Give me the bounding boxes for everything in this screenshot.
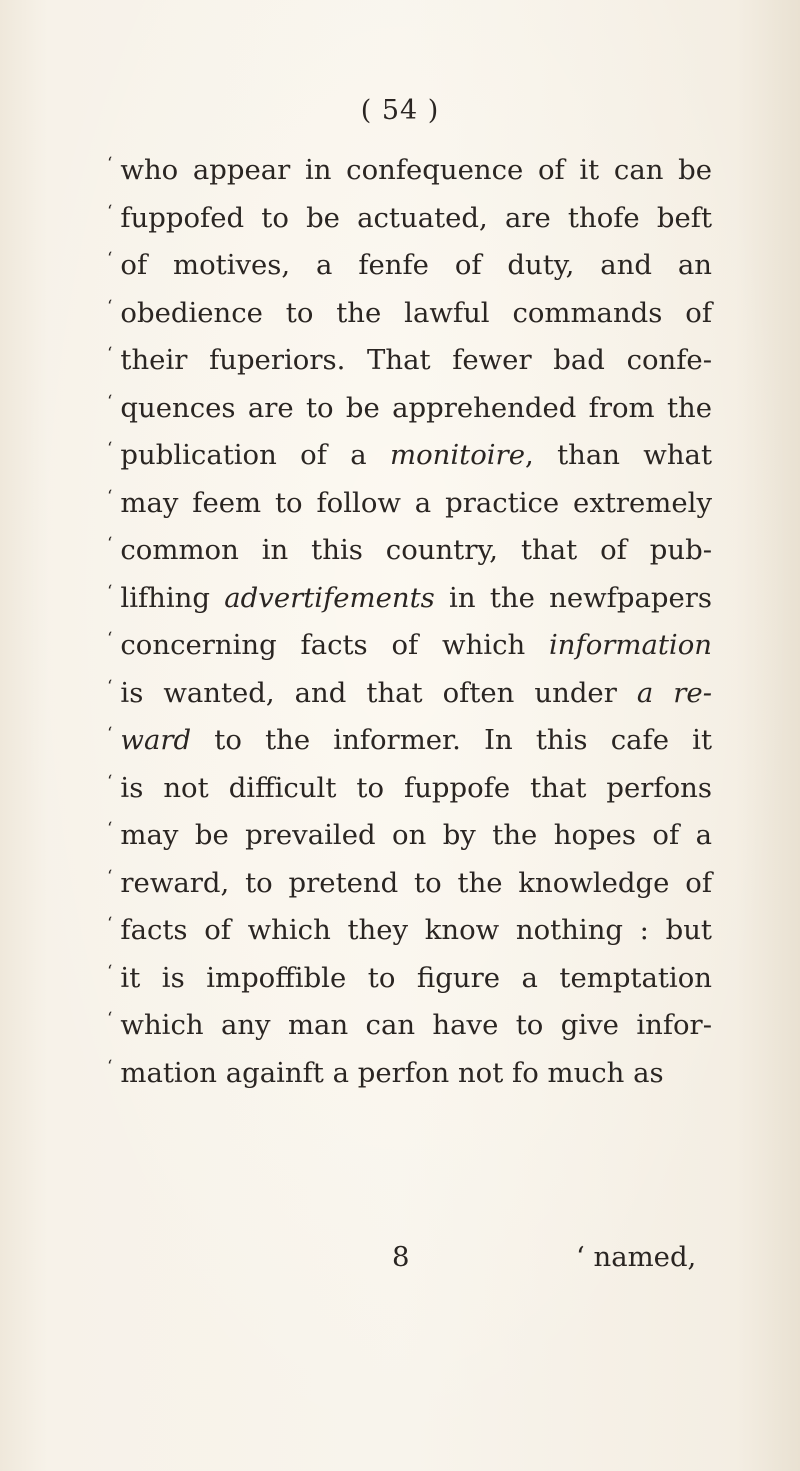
text-line [107,1044,712,1092]
text-line [107,141,712,189]
italic-text: advertifements [224,581,435,614]
line-text: mation againft a perfon not fo much as [120,1056,664,1089]
body-text [107,141,712,1091]
quote-mark: ‘ [107,391,113,412]
signature-mark: 8 [392,1241,410,1273]
quote-mark: ‘ [107,201,113,222]
line-text: obedience to the lawful commands of [120,296,712,329]
line-text: of motives, a fenfe of duty, and an [120,249,712,281]
line-text: concerning facts of which [120,629,550,661]
text-line [107,521,712,569]
italic-text: ward [120,724,192,756]
quote-mark: ‘ [107,629,113,649]
text-line [107,189,712,237]
line-text: common in this country, that of pub- [120,534,712,566]
quote-mark: ‘ [107,439,113,459]
text-line [107,426,712,474]
italic-text: information [549,629,712,661]
quote-mark: ‘ [107,1056,113,1077]
line-text: reward, to pretend to the knowledge of [120,866,712,899]
line-text: to the informer. In this cafe it [191,724,712,756]
page-number: ( 54 ) [360,95,440,126]
line-text: lifhing [120,581,225,614]
italic-text: monitoire [390,439,525,471]
quote-mark: ‘ [107,961,113,982]
quote-mark: ‘ [107,771,113,792]
text-line [107,569,712,617]
line-text: facts of which they know nothing : but [120,914,712,946]
quote-mark: ‘ [107,249,113,269]
quote-mark: ‘ [107,154,113,174]
text-line [107,711,712,759]
line-text: publication of a [120,439,391,471]
line-text: may feem to follow a practice extremely [120,486,712,519]
quote-mark: ‘ [107,581,113,602]
quote-mark: ‘ [107,724,113,744]
text-line [107,759,712,807]
line-text: is wanted, and that often under [120,676,637,709]
text-line [107,854,712,902]
quote-mark: ‘ [107,914,113,934]
text-line [107,901,712,949]
text-line [107,806,712,854]
quote-mark: ‘ [107,534,113,554]
page-footer [0,1234,800,1281]
text-line [107,616,712,664]
line-text: fuppofed to be actuated, are thofe beft [120,201,712,234]
line-text: may be prevailed on by the hopes of a [120,819,712,851]
line-text: is not difficult to fuppofe that perfons [120,771,712,804]
line-text: who appear in confequence of it can be [120,154,712,186]
text-line [107,284,712,332]
text-line [107,664,712,712]
catchword: ‘ named, [576,1241,697,1273]
quote-mark: ‘ [107,1009,113,1029]
line-text: , than what [524,439,712,471]
quote-mark: ‘ [107,866,113,887]
quote-mark: ‘ [107,344,113,364]
quote-mark: ‘ [107,819,113,839]
line-text: quences are to be apprehended from the [120,391,712,424]
line-text: which any man can have to give infor- [120,1009,712,1041]
line-text: their fuperiors. That fewer bad confe- [120,344,712,376]
quote-mark: ‘ [107,486,113,507]
text-line [107,996,712,1044]
italic-text: a re- [636,676,712,709]
line-text: in the newfpapers [434,581,712,614]
quote-mark: ‘ [107,296,113,317]
quote-mark: ‘ [107,676,113,697]
text-line [107,379,712,427]
text-line [107,474,712,522]
text-line [107,331,712,379]
line-text: it is impoffible to figure a temptation [120,961,712,994]
text-line [107,236,712,284]
text-line [107,949,712,997]
